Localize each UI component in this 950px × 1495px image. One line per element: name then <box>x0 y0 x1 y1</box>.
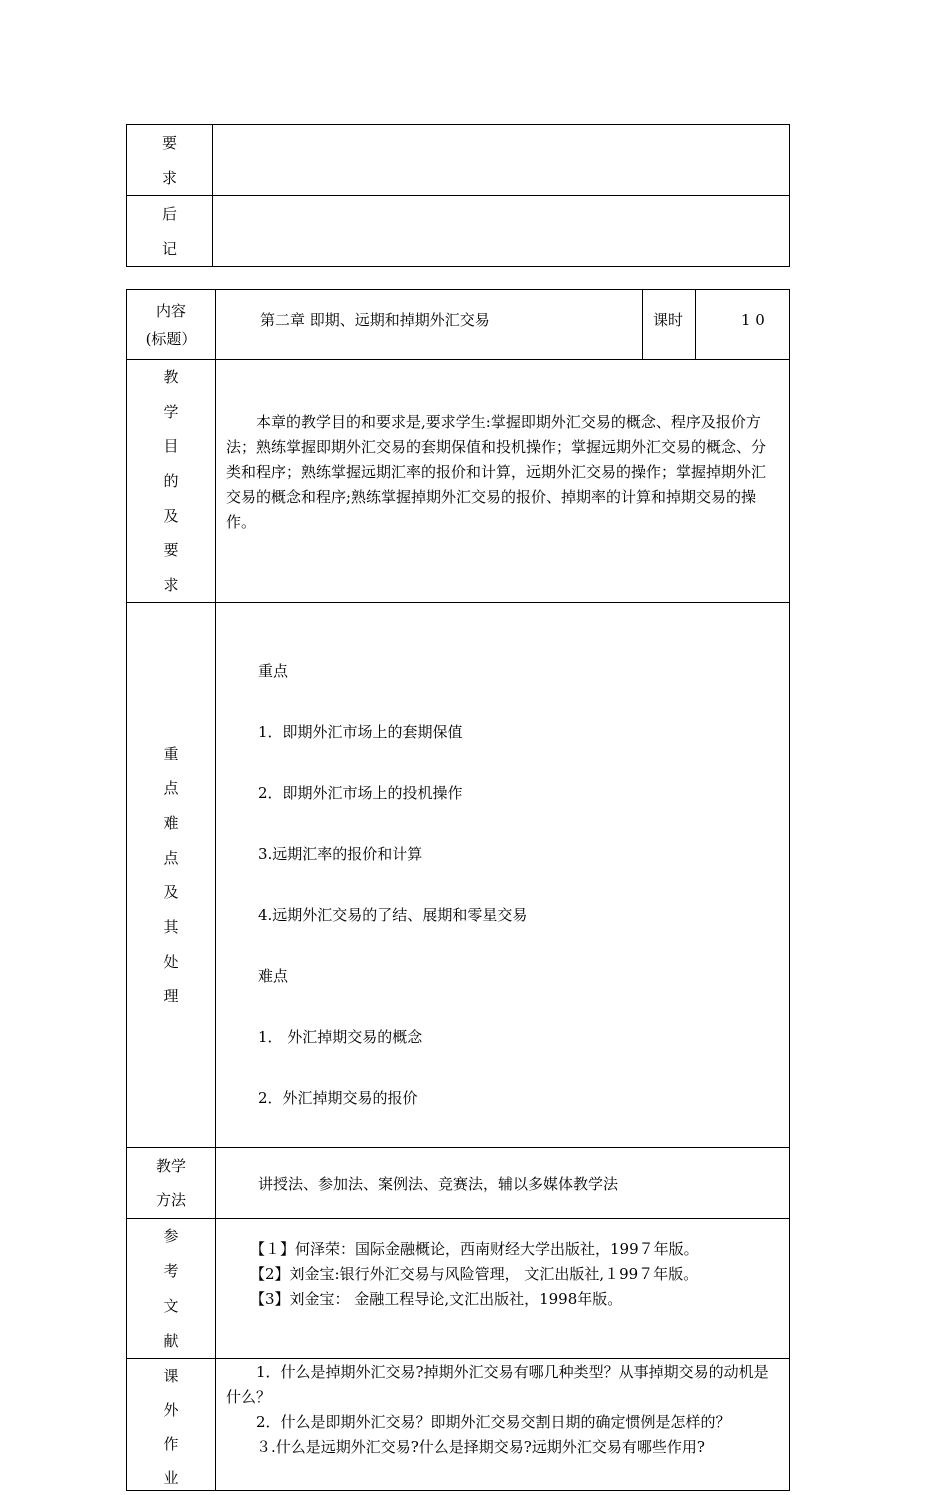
references-label: 参 考 文 献 <box>127 1219 216 1359</box>
requirements-label: 要 求 <box>127 125 213 196</box>
requirements-row <box>127 125 790 196</box>
methods-content: 讲授法、参加法、案例法、竞赛法，辅以多媒体教学法 <box>216 1148 790 1219</box>
lesson-plan-table <box>126 289 790 1491</box>
references-content <box>216 1219 790 1359</box>
list-item: 2．即期外汇市场上的投机操作 <box>258 784 463 802</box>
list-item: 4.远期外汇交易的了结、展期和零星交易 <box>258 906 528 924</box>
objectives-row <box>127 360 790 603</box>
postscript-content <box>213 196 790 267</box>
keypoints-heading: 重点 <box>258 662 289 680</box>
homework-item: 1．什么是掉期外汇交易?掉期外汇交易有哪几种类型？从事掉期交易的动机是什么？ <box>226 1363 769 1406</box>
references-row <box>127 1219 790 1359</box>
homework-label: 课 外 作 业 <box>127 1359 216 1491</box>
methods-row <box>127 1148 790 1219</box>
list-item: 1． 外汇掉期交易的概念 <box>258 1028 423 1046</box>
list-item: 3.远期汇率的报价和计算 <box>258 845 423 863</box>
chapter-title: 第二章 即期、远期和掉期外汇交易 <box>216 290 643 360</box>
requirements-content <box>213 125 790 196</box>
list-item: 2．外汇掉期交易的报价 <box>258 1089 418 1107</box>
reference-item: 【１】何泽荣：国际金融概论，西南财经大学出版社，199７年版。 <box>250 1240 699 1258</box>
hours-value: 1 0 <box>696 290 790 360</box>
reference-item: 【3】刘金宝： 金融工程导论,文汇出版社，1998年版。 <box>250 1290 623 1308</box>
keypoints-label: 重 点 难 点 及 其 处 理 <box>127 603 216 1148</box>
homework-item: 2．什么是即期外汇交易？即期外汇交易交割日期的确定惯例是怎样的？ <box>256 1413 731 1431</box>
reference-item: 【2】刘金宝:银行外汇交易与风险管理， 文汇出版社,１99７年版。 <box>250 1265 699 1283</box>
list-item: 1．即期外汇市场上的套期保值 <box>258 723 463 741</box>
objectives-label: 教 学 目 的 及 要 求 <box>127 360 216 603</box>
remarks-table <box>126 124 790 267</box>
homework-row <box>127 1359 790 1491</box>
objectives-content: 本章的教学目的和要求是,要求学生:掌握即期外汇交易的概念、程序及报价方法；熟练掌握即期外汇交易的套期保值和投机操作；掌握远期外汇交易的概念、分类和程序；熟练掌握远期汇率的报价和计算，远期外汇交易的操作；掌握掉期外汇交易的概念和程序;熟练掌握掉期外汇交易的报价、掉期率的计算和掉期交易的操作。 <box>216 360 790 603</box>
postscript-row <box>127 196 790 267</box>
keypoints-content <box>216 603 790 1148</box>
methods-label: 教学 方法 <box>127 1148 216 1219</box>
keypoints-row <box>127 603 790 1148</box>
title-row <box>127 290 790 360</box>
difficulties-heading: 难点 <box>258 967 289 985</box>
content-title-label: 内容 (标题） <box>127 290 216 360</box>
homework-item: ３.什么是远期外汇交易?什么是择期交易?远期外汇交易有哪些作用? <box>256 1438 705 1456</box>
postscript-label: 后 记 <box>127 196 213 267</box>
hours-label: 课时 <box>643 290 696 360</box>
homework-content <box>216 1359 790 1491</box>
